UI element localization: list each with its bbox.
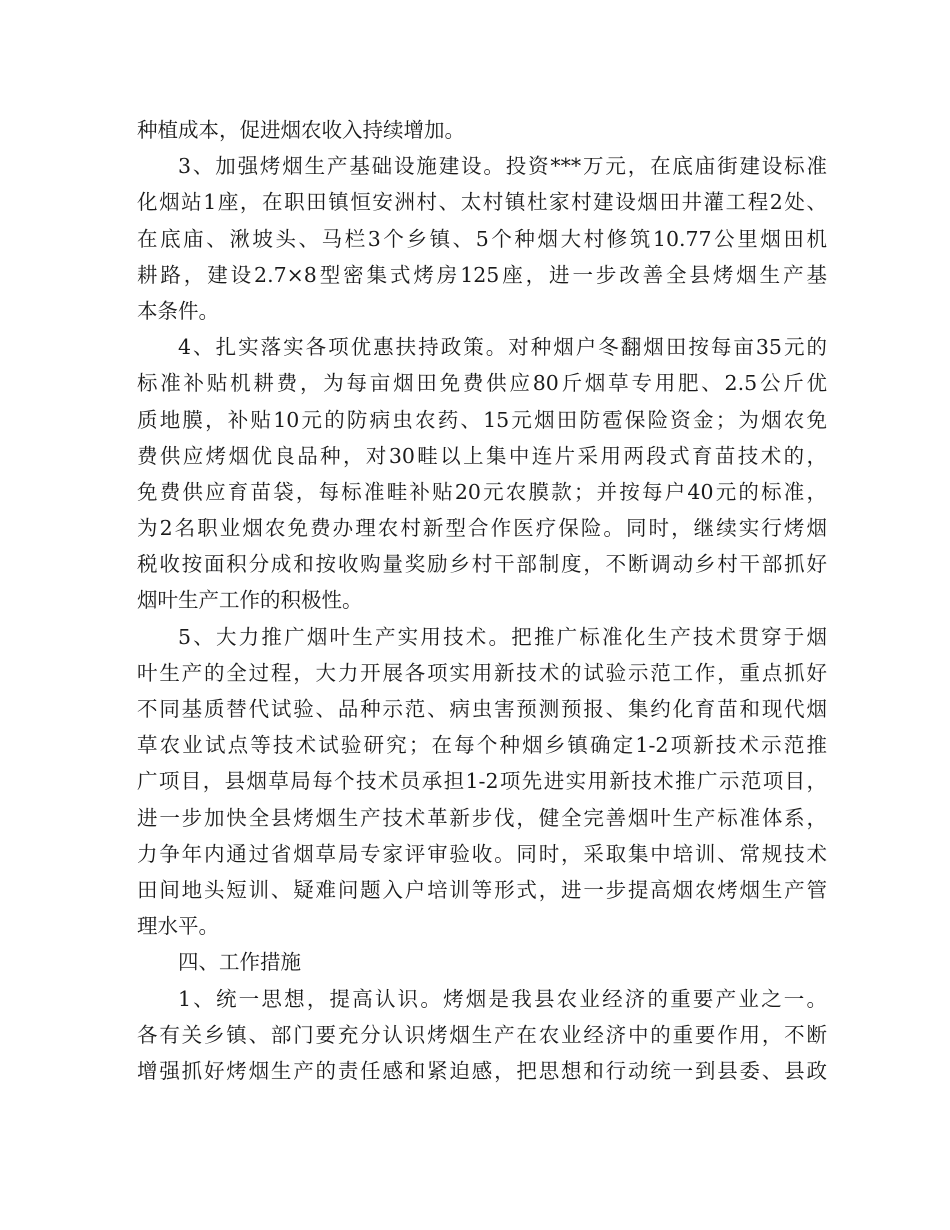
text-line: 不同基质替代试验、品种示范、病虫害预测预报、集约化育苗和现代烟 <box>137 697 827 721</box>
paragraph-first-line: 四、工作措施 <box>178 950 301 975</box>
paragraph-first-line: 1、统一思想，提高认识。烤烟是我县农业经济的重要产业之一。 <box>178 986 827 1011</box>
text-line: 耕路，建设2.7×8型密集式烤房125座，进一步改善全县烤烟生产基 <box>137 262 827 287</box>
text-line: 费供应烤烟优良品种，对30畦以上集中连片采用两段式育苗技术的， <box>137 443 827 468</box>
text-line: 种植成本，促进烟农收入持续增加。 <box>137 118 465 142</box>
text-line: 各有关乡镇、部门要充分认识烤烟生产在农业经济中的重要作用，不断 <box>137 1022 827 1047</box>
text-line: 质地膜，补贴10元的防病虫农药、15元烟田防雹保险资金；为烟农免 <box>137 407 827 432</box>
text-line: 化烟站1座，在职田镇恒安洲村、太村镇杜家村建设烟田井灌工程2处、 <box>137 190 827 215</box>
paragraph-first-line: 5、大力推广烟叶生产实用技术。把推广标准化生产技术贯穿于烟 <box>178 624 827 649</box>
text-line: 广项目，县烟草局每个技术员承担1-2项先进实用新技术推广示范项目， <box>137 769 827 794</box>
text-line: 田间地头短训、疑难问题入户培训等形式，进一步提高烟农烤烟生产管 <box>137 877 827 902</box>
paragraph-first-line: 3、加强烤烟生产基础设施建设。投资***万元，在底庙街建设标准 <box>178 154 827 179</box>
text-line: 进一步加快全县烤烟生产技术革新步伐，健全完善烟叶生产标准体系， <box>137 805 827 830</box>
text-line: 理水平。 <box>137 914 219 939</box>
text-line: 草农业试点等技术试验研究；在每个种烟乡镇确定1-2项新技术示范推 <box>137 733 827 758</box>
text-line: 力争年内通过省烟草局专家评审验收。同时，采取集中培训、常规技术 <box>137 841 827 866</box>
document-body <box>137 112 827 1089</box>
text-line: 增强抓好烤烟生产的责任感和紧迫感，把思想和行动统一到县委、县政 <box>137 1058 827 1083</box>
text-line: 叶生产的全过程，大力开展各项实用新技术的试验示范工作，重点抓好 <box>137 660 827 685</box>
text-line: 本条件。 <box>137 298 219 323</box>
text-line: 税收按面积分成和按收购量奖励乡村干部制度，不断调动乡村干部抓好 <box>137 552 827 577</box>
text-line: 免费供应育苗袋，每标准畦补贴20元农膜款；并按每户40元的标准， <box>137 479 827 504</box>
text-line: 烟叶生产工作的积极性。 <box>137 588 363 613</box>
text-line: 标准补贴机耕费，为每亩烟田免费供应80斤烟草专用肥、2.5公斤优 <box>137 371 827 396</box>
paragraph-first-line: 4、扎实落实各项优惠扶持政策。对种烟户冬翻烟田按每亩35元的 <box>178 335 827 360</box>
text-line: 为2名职业烟农免费办理农村新型合作医疗保险。同时，继续实行烤烟 <box>137 516 827 541</box>
text-line: 在底庙、湫坡头、马栏3个乡镇、5个种烟大村修筑10.77公里烟田机 <box>137 226 827 251</box>
